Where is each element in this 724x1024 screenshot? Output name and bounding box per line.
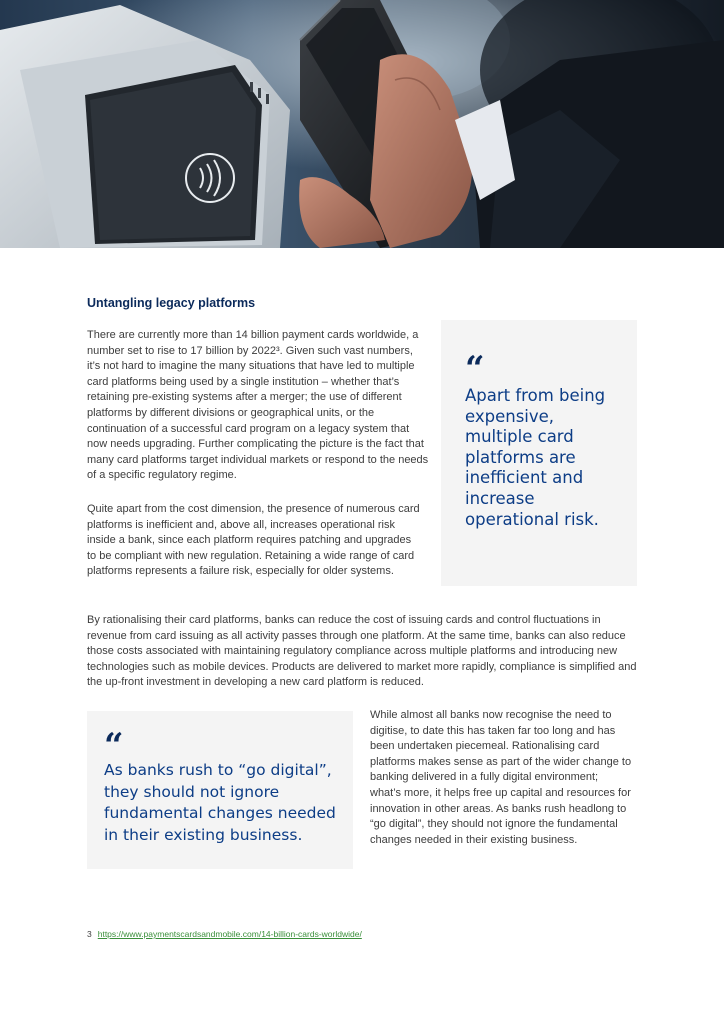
footnote-number: 3 [87, 929, 92, 939]
pull-quote-top [441, 320, 637, 586]
paragraph-operational-risk: Quite apart from the cost dimension, the presence of numerous card platforms is inefficient and, above all, increases operational risk inside a bank, since each platform requires patching and upgrades to be compliant with new regulation. Retaining a wide range of card platforms represents a failure risk, especially for older systems. [87, 503, 420, 578]
footnote-link[interactable]: https://www.paymentscardsandmobile.com/14-billion-cards-worldwide/ [97, 929, 362, 939]
pull-quote-bottom [87, 711, 353, 869]
pull-quote-bottom-text: As banks rush to “go digital”, they should not ignore fundamental changes needed in their existing business. [104, 761, 336, 844]
pull-quote-top-text: Apart from being expensive, multiple card platforms are inefficient and increase operational risk. [465, 386, 606, 529]
paragraph-digitise: While almost all banks now recognise the need to digitise, to date this has taken far too long and has been undertaken piecemeal. Rationalising card platforms makes sense as part of the wider change to banking delivered in a fully digital environment; what’s more, it helps free up capital and resources for innovation in other areas. As banks rush headlong to “go digital”, they should not ignore the fundamental changes needed in their existing business. [370, 709, 632, 846]
paragraph-rationalising: By rationalising their card platforms, banks can reduce the cost of issuing cards and control fluctuations in revenue from card issuing as all activity passes through one platform. At the same time, banks can also reduce those costs associated with maintaining regulatory compliance across multiple platforms and introducing new technologies such as mobile devices. Products are delivered to market more rapidly, compliance is simplified and the up-front investment in developing a new card platform is reduced. [87, 614, 637, 689]
hero-photo [0, 0, 724, 248]
quote-mark-icon: “ [465, 349, 485, 389]
footnote [87, 929, 362, 939]
section-heading: Untangling legacy platforms [87, 296, 256, 310]
quote-mark-icon: “ [104, 726, 124, 766]
paragraph-card-volume: There are currently more than 14 billion payment cards worldwide, a number set to rise to 17 billion by 2022³. Given such vast numbers, it’s not hard to imagine the many situations that have led to multiple card platforms being used by a single institution – whether that’s retaining pre-existing systems after a merger; the use of different platforms by different divisions or geographical units, or the continuation of a successful card program on a legacy system that now needs upgrading. Further complicating the picture is the fact that many card platforms target individual markets or respond to the needs of a specific regulatory regime. [87, 329, 429, 482]
